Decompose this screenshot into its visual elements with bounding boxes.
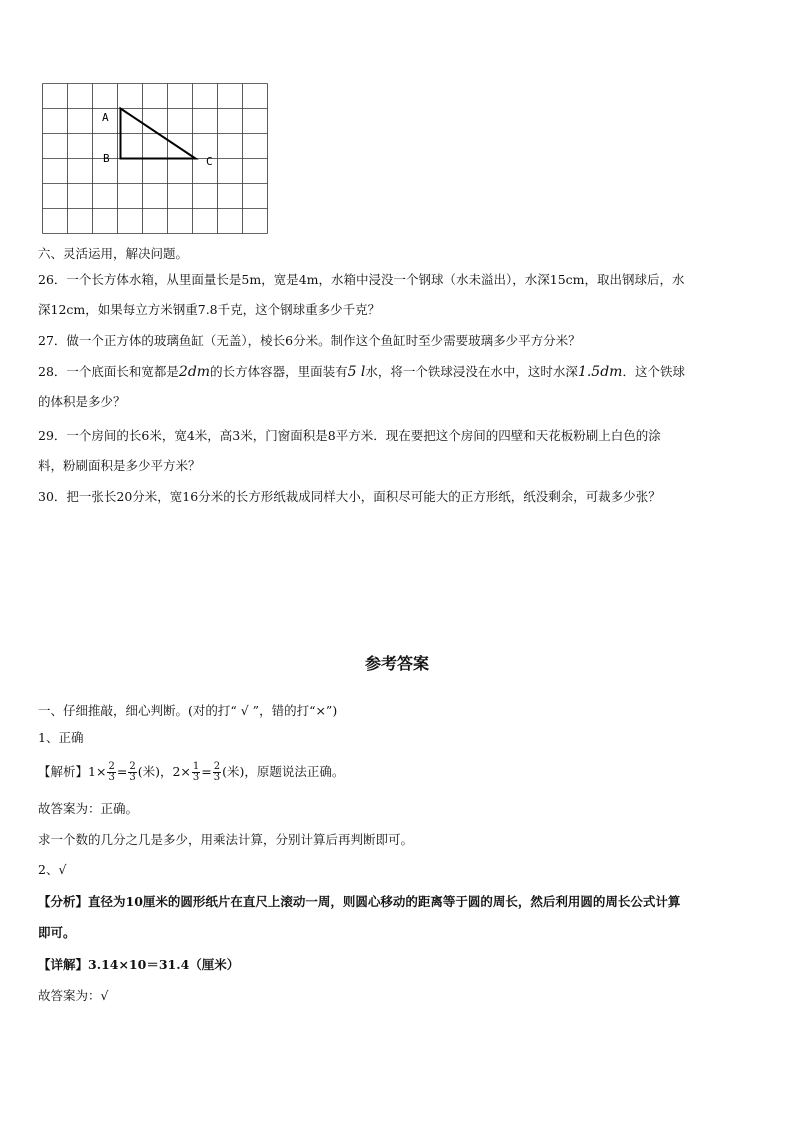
answer-2-detail: 【详解】3.14×10＝31.4（厘米） (38, 957, 240, 972)
answer-2-analysis-line-2: 即可。 (38, 925, 76, 940)
answer-2-conclusion: 故答案为：√ (38, 988, 109, 1003)
answer-1-note: 求一个数的几分之几是多少，用乘法计算，分别计算后再判断即可。 (38, 832, 414, 847)
question-26-line-2: 深12cm，如果每立方米钢重7.8千克，这个钢球重多少千克？ (38, 302, 381, 317)
fraction-2-3: $\frac{2}{3}$ (108, 761, 115, 783)
question-27: 27．做一个正方体的玻璃鱼缸（无盖），棱长6分米。制作这个鱼缸时至少需要玻璃多少平方分米？ (38, 333, 581, 348)
vertex-a-label: A (102, 111, 109, 124)
vertex-b-label: B (103, 152, 110, 165)
fraction-2-3-result-2: $\frac{2}{3}$ (213, 761, 221, 783)
answers-section-1-heading: 一、仔细推敲，细心判断。(对的打“ √ ”，错的打“×”) (38, 703, 338, 718)
answer-2-analysis-line-1: 【分析】直径为10厘米的圆形纸片在直尺上滚动一周，则圆心移动的距离等于圆的周长，然后利用圆的周长公式计算 (38, 894, 681, 909)
question-28-line-2: 的体积是多少？ (38, 394, 126, 409)
grid-svg (42, 83, 272, 236)
math-5l: 5 l (347, 364, 366, 380)
answer-1-head: 1、正确 (38, 730, 84, 745)
triangle-grid-figure (42, 83, 272, 236)
question-29-line-1: 29．一个房间的长6米，宽4米，高3米，门窗面积是8平方米．现在要把这个房间的四壁和天花板粉刷上白色的涂 (38, 428, 661, 443)
fraction-2-3-result: $\frac{2}{3}$ (129, 761, 136, 783)
question-28-line-1: 28．一个底面长和宽都是2dm的长方体容器，里面装有5 l水，将一个铁球浸没在水中，这时水深1.5dm．这个铁球 (38, 364, 685, 380)
question-26-line-1: 26．一个长方体水箱，从里面量长是5m，宽是4m，水箱中浸没一个钢球（水未溢出），水深15cm，取出钢球后，水 (38, 272, 685, 287)
answers-title: 参考答案 (364, 654, 429, 673)
math-1-5dm: 1.5dm (577, 364, 623, 380)
fraction-1-3: $\frac{1}{3}$ (192, 761, 200, 783)
question-30: 30．把一张长20分米，宽16分米的长方形纸裁成同样大小，面积尽可能大的正方形纸，纸没剩余，可裁多少张？ (38, 489, 661, 504)
answer-1-conclusion: 故答案为：正确。 (38, 801, 139, 816)
answer-2-head: 2、√ (38, 862, 67, 877)
math-2dm: 2dm (178, 364, 211, 380)
section-6-heading: 六、灵活运用，解决问题。 (38, 246, 189, 261)
question-29-line-2: 料，粉刷面积是多少平方米？ (38, 458, 201, 473)
vertex-c-label: C (206, 155, 213, 168)
answer-1-analysis: 【解析】1× $\frac{2}{3}$ = $\frac{2}{3}$ (米)，2× $\frac{1}{3}$ = $\frac{2}{3}$ (米)，原题说法正确。 (38, 761, 345, 783)
